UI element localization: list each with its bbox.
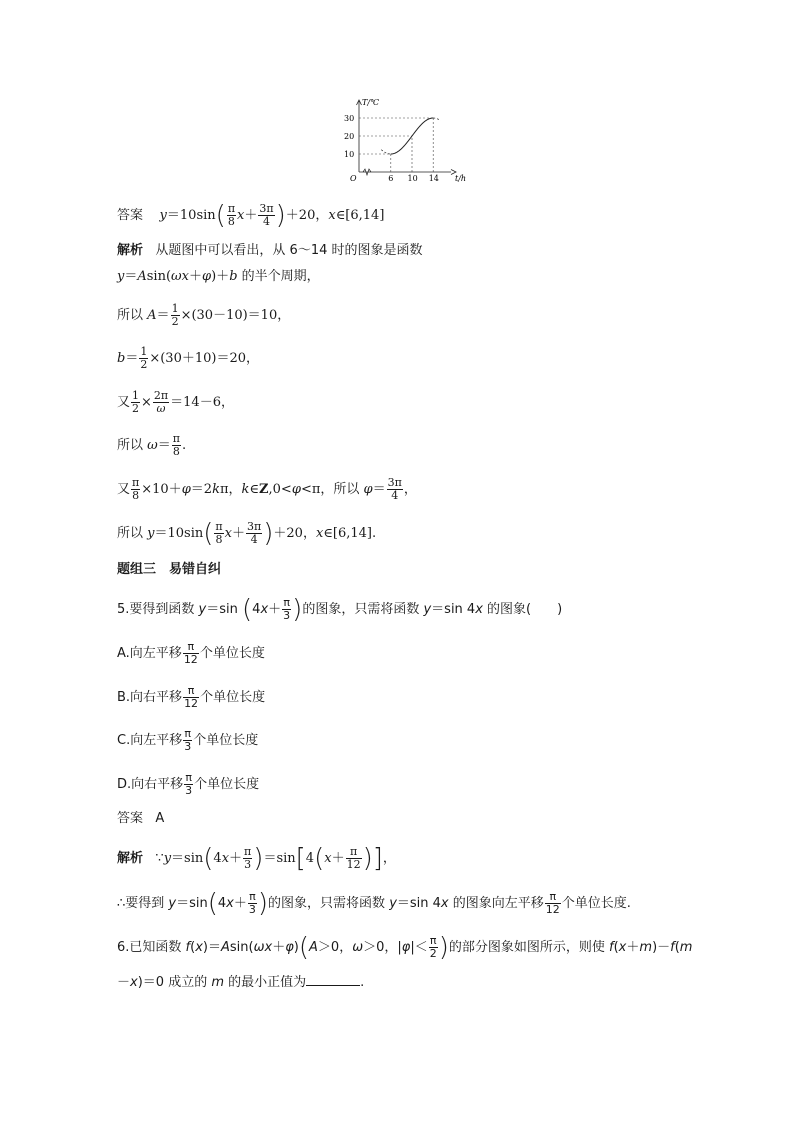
question-6-line2: －x)＝0 成立的 m 的最小正值为 . — [117, 975, 365, 990]
question-5-stem: 5.要得到函数 y＝sin (4x＋ $\frac{\pi}{3}$ )的图象，只需将函数 y＝sin 4x 的图象( ) — [117, 594, 563, 625]
answer-5-value: A — [155, 811, 165, 826]
analysis-4-line2: y＝Asin(ωx＋φ)＋b 的半个周期， — [117, 269, 320, 284]
option-c: C.向左平移 $\frac{\pi}{3}$ 个单位长度 — [117, 727, 259, 753]
y-tick-label: 30 — [344, 114, 355, 123]
analysis-label: 解析 — [117, 243, 144, 258]
y-tick-label: 20 — [344, 132, 355, 141]
analysis-5-line2: ∴要得到 y＝sin(4x＋ $\frac{\pi}{3}$ )的图象，只需将函数 y＝sin 4x 的图象向左平移 $\frac{\pi}{12}$ 个单位长度. — [117, 888, 631, 919]
x-tick-label: 6 — [388, 174, 394, 183]
curve-extension-right — [433, 118, 440, 121]
analysis-4-line4: b＝ $\frac{1}{2}$ ×(30＋10)＝20， — [117, 345, 260, 371]
answer-5-label: 答案 — [117, 811, 144, 826]
analysis-4-line7: 又 $\frac{\pi}{8}$ ×10＋φ＝2kπ，k∈Z,0<φ<π，所以 φ＝ $\frac{3\pi}{4}$ ， — [117, 476, 417, 502]
y-axis-label: T/℃ — [362, 98, 379, 107]
answer-label: 答案 — [117, 208, 144, 223]
analysis-4-line3: 所以 A＝ $\frac{1}{2}$ ×(30－10)＝10， — [117, 302, 291, 328]
option-d: D.向右平移 $\frac{\pi}{3}$ 个单位长度 — [117, 771, 260, 797]
question-6-line1: 6.已知函数 f(x)＝Asin(ωx＋φ)(A＞0，ω＞0，|φ|＜ $\frac{\pi}{2}$ )的部分图象如图所示，则使 f(x＋m)－f(m — [117, 932, 693, 963]
answer-5 — [117, 810, 164, 828]
analysis-4-line5: 又 $\frac{1}{2}$ × $\frac{2\pi}{\omega}$ ＝14－6， — [117, 389, 234, 415]
analysis-4-line1: 解析 从题图中可以看出，从 6～14 时的图象是函数 — [117, 243, 423, 258]
analysis-4-line8: 所以 y＝10sin( $\frac{\pi}{8}$ x＋ $\frac{3\pi}{4}$ )＋20，x∈[6,14]. — [117, 518, 377, 549]
option-b: B.向右平移 $\frac{\pi}{12}$ 个单位长度 — [117, 684, 266, 710]
x-axis-label: t/h — [455, 174, 467, 183]
x-tick-label: 10 — [407, 174, 418, 183]
group-title: 题组三 易错自纠 — [117, 562, 222, 577]
temperature-graph — [335, 92, 467, 184]
option-a: A.向左平移 $\frac{\pi}{12}$ 个单位长度 — [117, 640, 265, 666]
y-tick-label: 10 — [344, 150, 355, 159]
sine-curve — [391, 118, 433, 154]
analysis-5-line1: 解析 ∵y＝sin(4x＋ $\frac{\pi}{3}$ )＝sin[4(x＋ $\frac{\pi}{12}$ )]， — [117, 843, 396, 874]
answer-blank — [306, 973, 360, 986]
analysis-5-label: 解析 — [117, 851, 144, 866]
answer-4: 答案 y＝10sin( $\frac{\pi}{8}$ x＋ $\frac{3\pi}{4}$ )＋20，x∈[6,14] — [117, 200, 385, 231]
analysis-4-line6: 所以 ω＝ $\frac{\pi}{8}$ . — [117, 432, 187, 458]
origin-label: O — [350, 174, 357, 183]
x-tick-label: 14 — [428, 174, 439, 183]
curve-extension-left — [381, 150, 391, 154]
